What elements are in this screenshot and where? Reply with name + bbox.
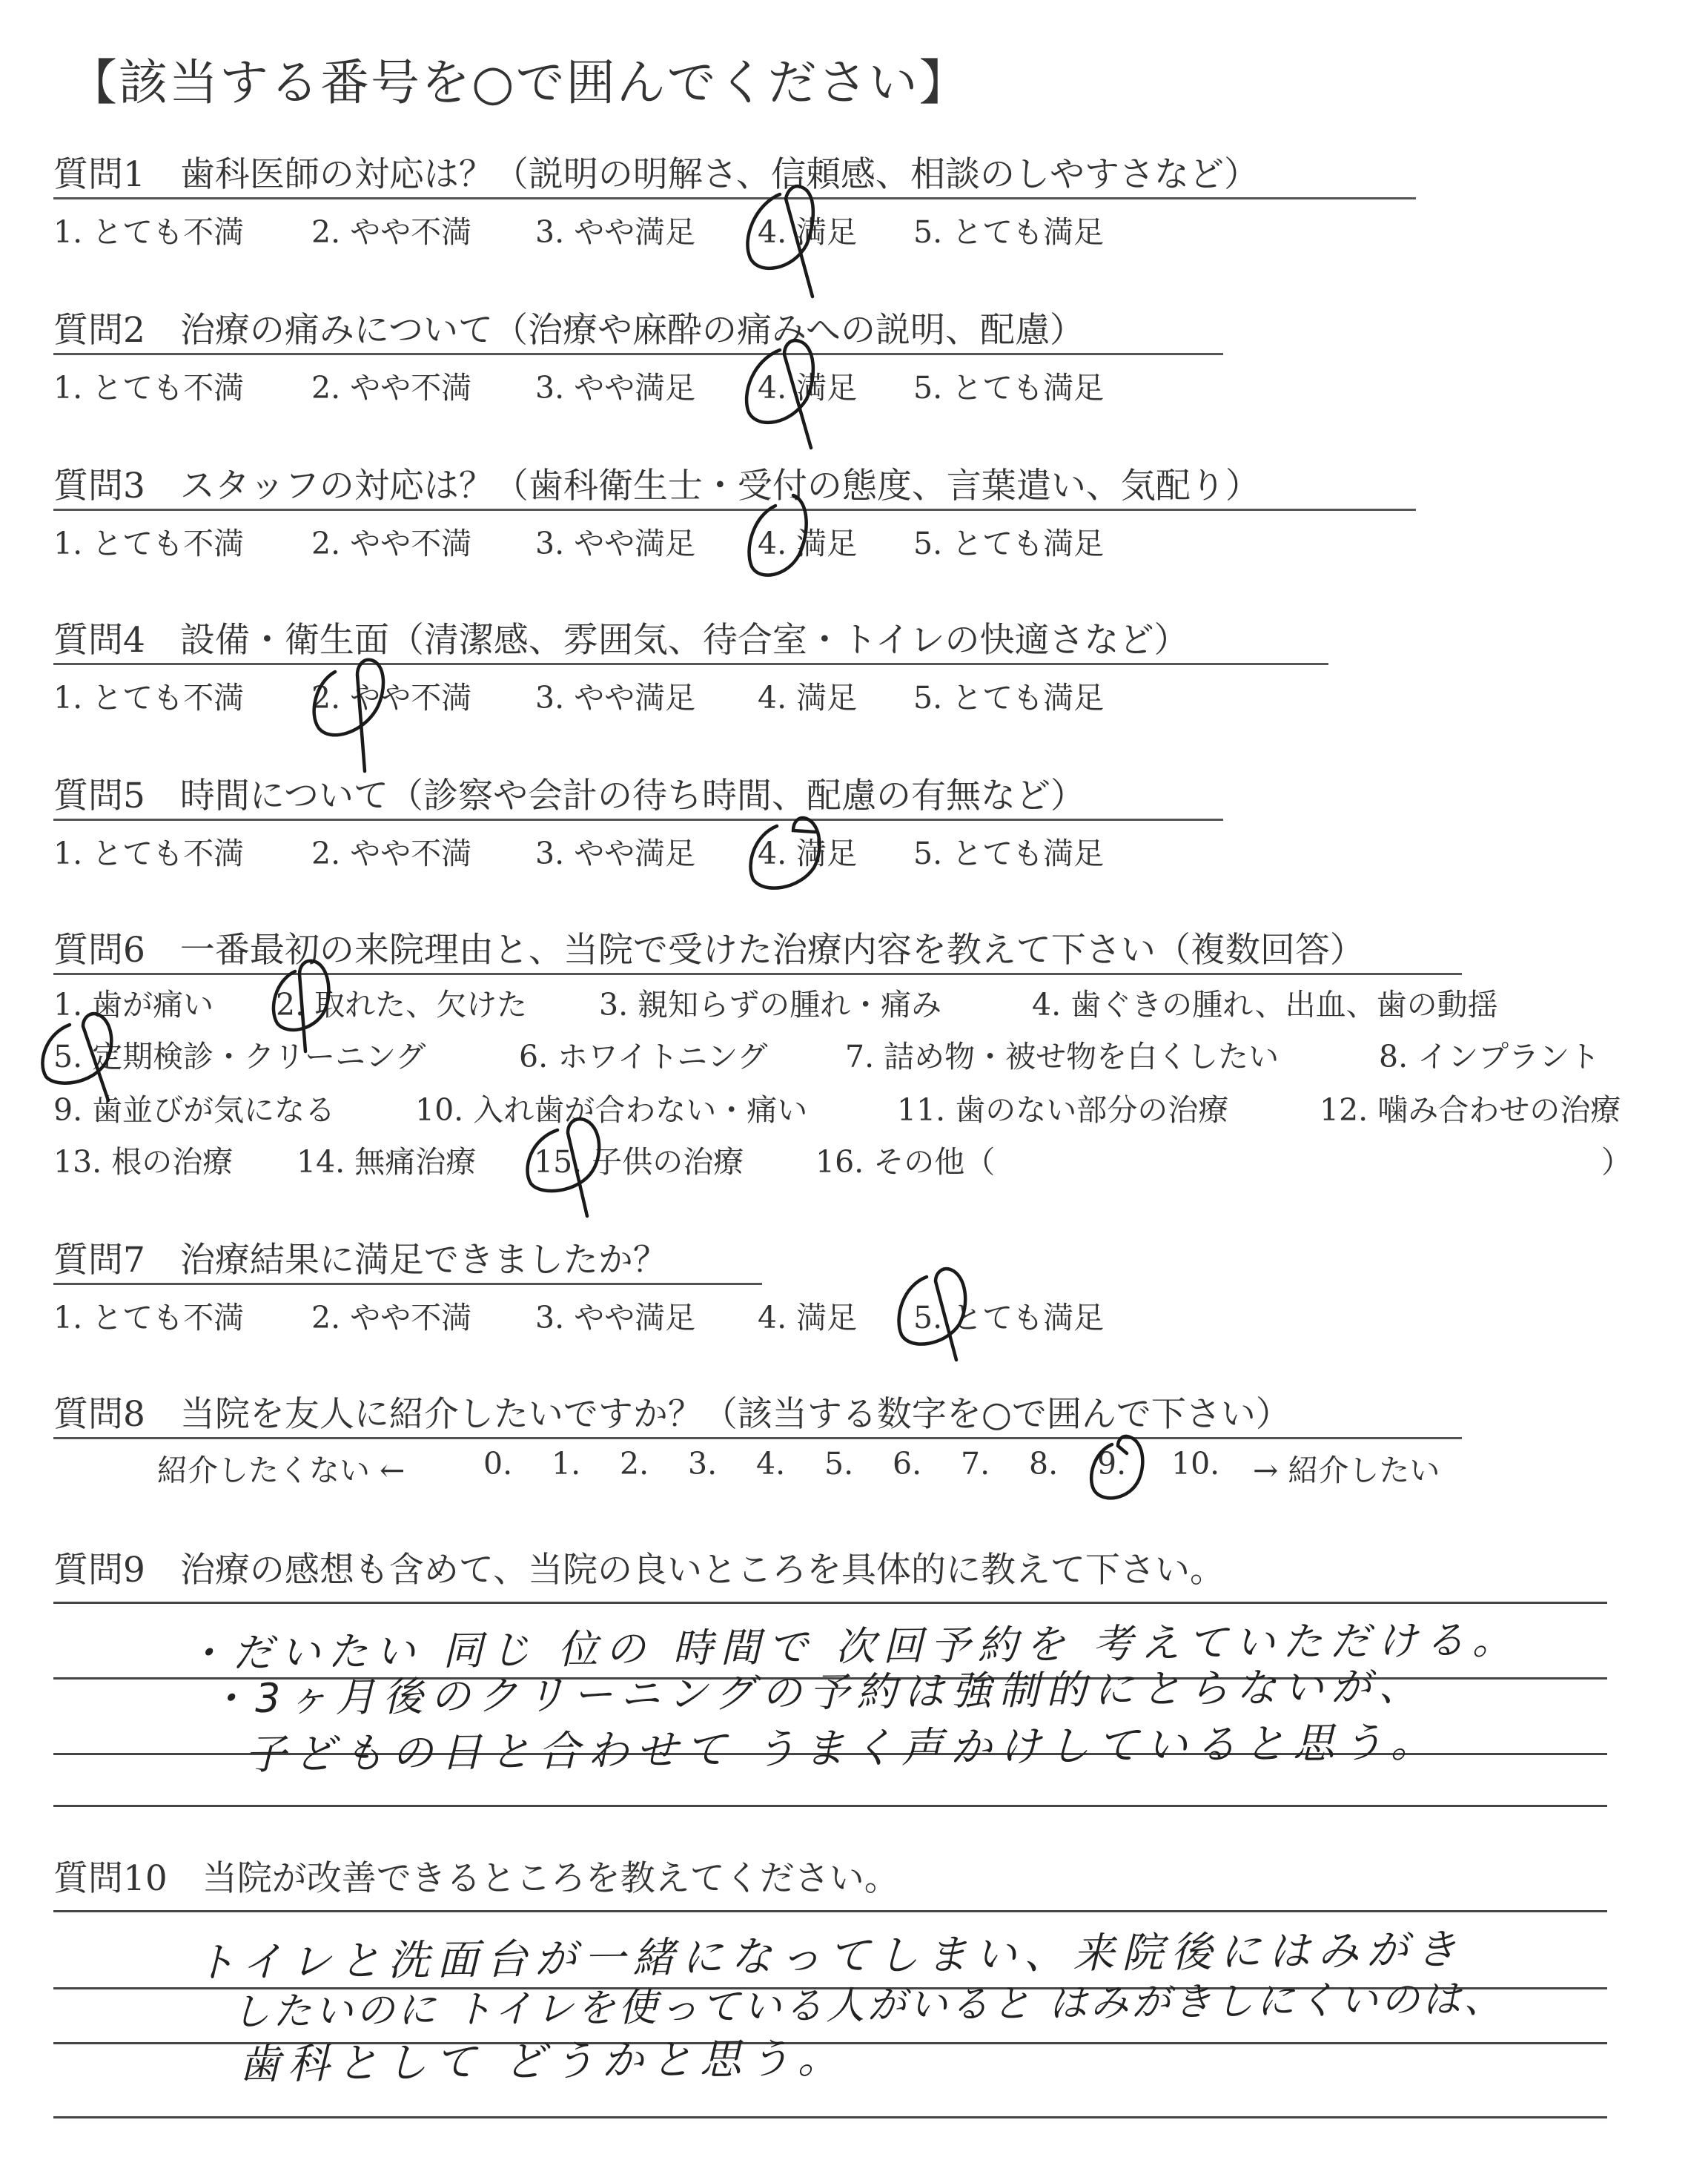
q7-selection-circle: [899, 1269, 966, 1360]
q8-option-7[interactable]: 7.: [961, 1446, 990, 1482]
page-title: 【該当する番号を○で囲んでください】: [68, 54, 970, 111]
q6-option-15[interactable]: 15. 子供の治療: [534, 1144, 744, 1180]
q1-heading: 質問1 歯科医師の対応は？（説明の明解さ、信頼感、相談のしやすさなど）: [53, 154, 1260, 195]
q6-option-12[interactable]: 12. 噛み合わせの治療: [1320, 1092, 1621, 1128]
q6-option-4[interactable]: 4. 歯ぐきの腫れ、出血、歯の動揺: [1032, 987, 1498, 1023]
q2-option-4[interactable]: 4. 満足: [758, 370, 858, 406]
q7-option-1[interactable]: 1. とても不満: [53, 1300, 245, 1335]
q6-option-10[interactable]: 10. 入れ歯が合わない・痛い: [415, 1092, 808, 1128]
q2-selection-circle: [747, 340, 813, 448]
q4-selection-circle: [314, 660, 383, 771]
q6-option-8[interactable]: 8. インプラント: [1379, 1039, 1601, 1074]
q8-option-4[interactable]: 4.: [756, 1446, 786, 1482]
q3-option-3[interactable]: 3. やや満足: [535, 526, 696, 561]
q3-option-2[interactable]: 2. やや不満: [311, 526, 472, 561]
q8-option-10[interactable]: 10.: [1171, 1446, 1220, 1482]
q5-option-2[interactable]: 2. やや不満: [311, 836, 472, 871]
q2-option-5[interactable]: 5. とても満足: [913, 370, 1105, 406]
q3-selection-circle: [749, 495, 807, 575]
q8-option-6[interactable]: 6.: [893, 1446, 922, 1482]
q6-option-7[interactable]: 7. 詰め物・被せ物を白くしたい: [845, 1039, 1280, 1074]
q8-left-label: 紹介したくない ←: [157, 1453, 406, 1488]
q3-option-4[interactable]: 4. 満足: [758, 526, 858, 561]
q8-option-0[interactable]: 0.: [483, 1446, 513, 1482]
q9-answer-line-1: ・だいたい 同じ 位の 時間で 次回予約を 考えていただける。: [185, 1616, 1520, 1677]
q6-option-3[interactable]: 3. 親知らずの腫れ・痛み: [599, 987, 942, 1023]
q2-option-1[interactable]: 1. とても不満: [53, 370, 245, 406]
q6-option-1[interactable]: 1. 歯が痛い: [53, 987, 214, 1023]
q3-heading: 質問3 スタッフの対応は？（歯科衛生士・受付の態度、言葉遣い、気配り）: [53, 466, 1260, 506]
q4-option-3[interactable]: 3. やや満足: [535, 680, 696, 716]
q8-heading: 質問8 当院を友人に紹介したいですか？（該当する数字を○で囲んで下さい）: [53, 1394, 1291, 1435]
q9-answer-line-3: 子どもの日と合わせて うまく声かけしていると思う。: [244, 1718, 1440, 1780]
q4-option-2[interactable]: 2. やや不満: [311, 680, 472, 716]
q8-option-5[interactable]: 5.: [824, 1446, 854, 1482]
q8-selection-circle: [1091, 1436, 1142, 1498]
q4-option-4[interactable]: 4. 満足: [758, 680, 858, 716]
q4-option-5[interactable]: 5. とても満足: [913, 680, 1105, 716]
q8-option-1[interactable]: 1.: [552, 1446, 581, 1482]
q2-option-2[interactable]: 2. やや不満: [311, 370, 472, 406]
q8-option-8[interactable]: 8.: [1029, 1446, 1059, 1482]
q7-option-3[interactable]: 3. やや満足: [535, 1300, 696, 1335]
q6-option-15-selection-circle: [528, 1119, 600, 1216]
q2-heading: 質問2 治療の痛みについて（治療や麻酔の痛みへの説明、配慮）: [53, 310, 1085, 351]
q4-heading: 質問4 設備・衛生面（清潔感、雰囲気、待合室・トイレの快適さなど）: [53, 620, 1189, 661]
q6-heading: 質問6 一番最初の来院理由と、当院で受けた治療内容を教えて下さい（複数回答）: [53, 930, 1365, 971]
q8-option-9[interactable]: 9.: [1097, 1446, 1127, 1482]
q1-option-3[interactable]: 3. やや満足: [535, 214, 696, 250]
q10-heading: 質問10 当院が改善できるところを教えてください。: [53, 1858, 899, 1899]
q7-option-5[interactable]: 5. とても満足: [913, 1300, 1105, 1335]
q8-option-3[interactable]: 3.: [688, 1446, 718, 1482]
q9-heading: 質問9 治療の感想も含めて、当院の良いところを具体的に教えて下さい。: [53, 1550, 1225, 1591]
q6-option-13[interactable]: 13. 根の治療: [53, 1144, 234, 1180]
q6-option-16-close: ）: [1601, 1144, 1632, 1180]
q6-option-2-selection-circle: [274, 961, 328, 1051]
q6-option-14[interactable]: 14. 無痛治療: [297, 1144, 477, 1180]
q7-heading: 質問7 治療結果に満足できましたか？: [53, 1240, 668, 1281]
q5-heading: 質問5 時間について（診察や会計の待ち時間、配慮の有無など）: [53, 776, 1085, 816]
q9-answer-line-2: ・3ヶ月後のクリーニングの予約は強制的にとらないが、: [207, 1662, 1426, 1723]
q1-option-4[interactable]: 4. 満足: [758, 214, 858, 250]
q6-option-11[interactable]: 11. 歯のない部分の治療: [897, 1092, 1229, 1128]
q10-answer-line-1: トイレと洗面台が一緒になってしまい、来院後にはみがき: [193, 1926, 1465, 1987]
q10-answer-line-3: 歯科として どうかと思う。: [238, 2034, 847, 2090]
q7-option-2[interactable]: 2. やや不満: [311, 1300, 472, 1335]
q7-option-4[interactable]: 4. 満足: [758, 1300, 858, 1335]
q1-option-2[interactable]: 2. やや不満: [311, 214, 472, 250]
q8-right-label: → 紹介したい: [1253, 1453, 1440, 1488]
q6-option-5[interactable]: 5. 定期検診・クリーニング: [53, 1039, 426, 1074]
q1-option-5[interactable]: 5. とても満足: [913, 214, 1105, 250]
q5-option-3[interactable]: 3. やや満足: [535, 836, 696, 871]
q6-option-16[interactable]: 16. その他（: [815, 1144, 996, 1180]
q8-option-2[interactable]: 2.: [620, 1446, 649, 1482]
q3-option-1[interactable]: 1. とても不満: [53, 526, 245, 561]
q10-answer-line-2: したいのに トイレを使っている人がいると はみがきしにくいのは、: [231, 1977, 1506, 2035]
q6-option-5-selection-circle: [42, 1014, 111, 1100]
q3-option-5[interactable]: 5. とても満足: [913, 526, 1105, 561]
q1-option-1[interactable]: 1. とても不満: [53, 214, 245, 250]
q6-option-9[interactable]: 9. 歯並びが気になる: [53, 1092, 336, 1128]
q5-selection-circle: [751, 818, 820, 888]
q1-selection-circle: [747, 186, 812, 297]
q2-option-3[interactable]: 3. やや満足: [535, 370, 696, 406]
q6-option-6[interactable]: 6. ホワイトニング: [519, 1039, 768, 1074]
q6-option-2[interactable]: 2. 取れた、欠けた: [276, 987, 528, 1023]
q5-option-4[interactable]: 4. 満足: [758, 836, 858, 871]
q5-option-5[interactable]: 5. とても満足: [913, 836, 1105, 871]
q4-option-1[interactable]: 1. とても不満: [53, 680, 245, 716]
q5-option-1[interactable]: 1. とても不満: [53, 836, 245, 871]
